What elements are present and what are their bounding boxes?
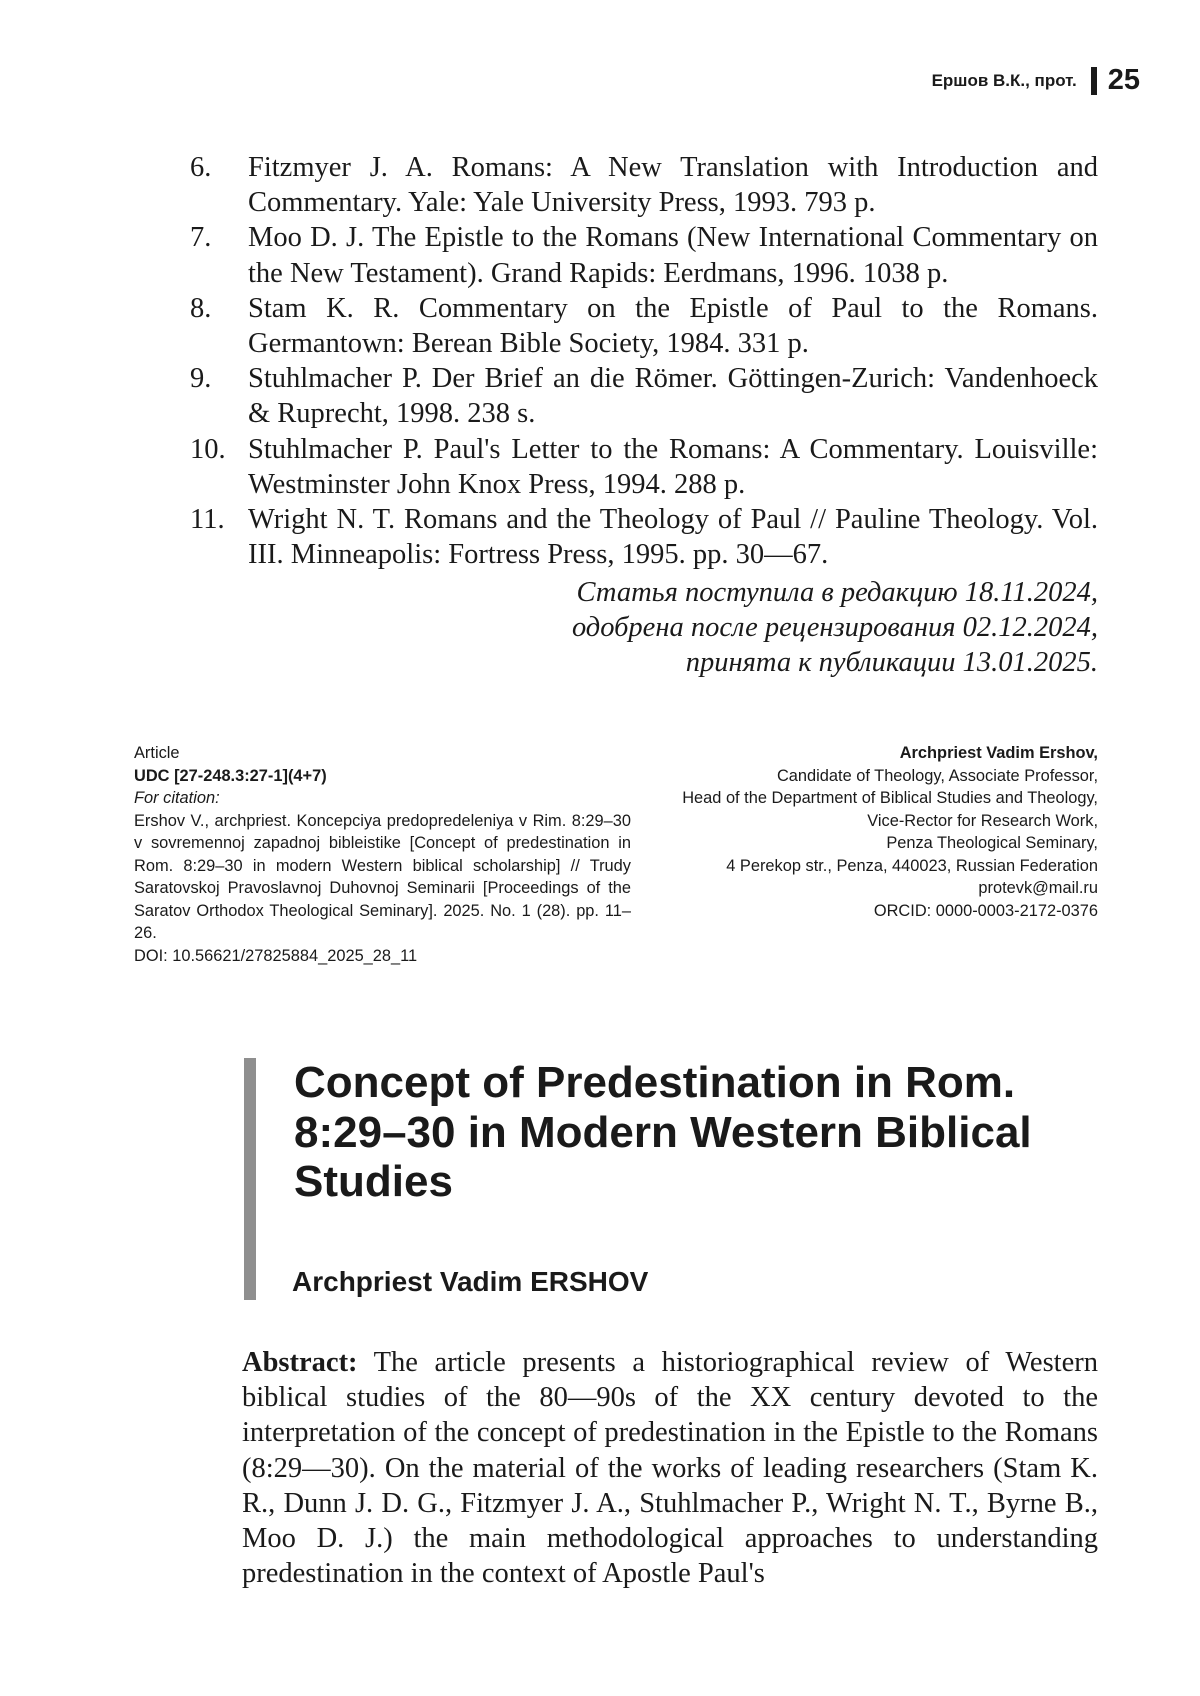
reference-number: 9.	[190, 363, 212, 395]
for-citation-label: For citation:	[134, 789, 220, 807]
author-institution: Penza Theological Seminary,	[886, 834, 1098, 852]
article-meta	[134, 742, 631, 967]
citation-text: Ershov V., archpriest. Koncepciya predopredeleniya v Rim. 8:29–30 v sovremennoj zapadnoj bibleistike [Concept of predestination in Rom. 8:29–30 in modern Western biblical scholarship] // Trudy Saratovskoj Pravoslavnoj Duhovnoj Seminarii [Proceedings of the Saratov Orthodox Theological Seminary]. 2025. No. 1 (28). pp. 11–26.	[134, 811, 631, 942]
reference-number: 7.	[190, 222, 212, 254]
reference-text: Fitzmyer J. A. Romans: A New Translation with Introduction and Commentary. Yale: Yale University Press, 1993. 793 p.	[248, 152, 1098, 219]
author-info-name: Archpriest Vadim Ershov,	[899, 744, 1098, 762]
udc-code: UDC [27-248.3:27-1](4+7)	[134, 766, 327, 785]
author-address: 4 Perekop str., Penza, 440023, Russian Federation	[726, 856, 1098, 875]
author-role: Vice-Rector for Research Work,	[867, 811, 1098, 830]
reference-text: Stuhlmacher P. Der Brief an die Römer. Göttingen-Zurich: Vandenhoeck & Ruprecht, 1998. 238 s.	[248, 363, 1098, 430]
title-block	[244, 1058, 1116, 1300]
abstract-text: The article presents a historiographical review of Western biblical studies of the 80—90s of the XX century devoted to the interpretation of the concept of predestination in the Epistle to the Romans (8:29—30). On the material of the works of leading researchers (Stam K. R., Dunn J. D. G., Fitzmyer J. A., Stuhlmacher P., Wright N. T., Byrne B., Moo D. J.) the main methodological approaches to understanding predestination in the context of Apostle Paul's	[242, 1347, 1098, 1590]
reference-item	[190, 432, 1098, 502]
reference-item	[190, 150, 1098, 220]
received-date: Статья поступила в редакцию 18.11.2024,	[576, 577, 1098, 608]
reference-item	[190, 291, 1098, 361]
reference-item	[190, 502, 1098, 572]
abstract	[242, 1345, 1098, 1591]
author-info	[628, 742, 1098, 922]
reference-text: Stam K. R. Commentary on the Epistle of Paul to the Romans. Germantown: Berean Bible Society, 1984. 331 p.	[248, 292, 1098, 360]
reference-item	[190, 220, 1098, 290]
article-type: Article	[134, 744, 180, 762]
reference-number: 6.	[190, 152, 212, 183]
publication-history	[572, 575, 1098, 681]
running-head-author: Ершов В.К., прот.	[931, 70, 1077, 90]
abstract-label: Abstract:	[242, 1347, 358, 1378]
reference-item	[190, 361, 1098, 431]
doi-label: DOI:	[134, 946, 168, 965]
author-email: protevk@mail.ru	[978, 879, 1098, 897]
author-position: Head of the Department of Biblical Studies and Theology,	[682, 789, 1098, 807]
doi-value: 10.56621/27825884_2025_28_11	[172, 946, 418, 965]
doi-line	[134, 945, 631, 968]
author-degree: Candidate of Theology, Associate Professor,	[776, 766, 1098, 785]
running-head-divider	[1091, 67, 1097, 95]
accepted-date: принята к публикации 13.01.2025.	[685, 647, 1098, 679]
reference-number: 10.	[190, 433, 226, 465]
article-author: Archpriest Vadim ERSHOV	[292, 1266, 649, 1297]
approved-date: одобрена после рецензирования 02.12.2024,	[571, 612, 1098, 644]
article-title	[294, 1058, 1134, 1207]
running-head	[932, 64, 1140, 97]
reference-number: 8.	[190, 292, 212, 324]
article-title-line: Concept of Predestination in Rom.	[294, 1058, 1016, 1107]
article-title-line: 8:29–30 in Modern Western Biblical	[294, 1107, 1032, 1157]
reference-text: Wright N. T. Romans and the Theology of Paul // Pauline Theology. Vol. III. Minneapolis: Fortress Press, 1995. pp. 30—67.	[248, 504, 1098, 571]
author-orcid: ORCID: 0000-0003-2172-0376	[873, 901, 1098, 920]
reference-list	[190, 150, 1098, 572]
reference-number: 11.	[190, 504, 225, 536]
reference-text: Moo D. J. The Epistle to the Romans (New International Commentary on the New Testament). Grand Rapids: Eerdmans, 1996. 1038 p.	[248, 222, 1098, 289]
reference-text: Stuhlmacher P. Paul's Letter to the Romans: A Commentary. Louisville: Westminster John Knox Press, 1994. 288 p.	[248, 433, 1098, 500]
page-number: 25	[1107, 64, 1140, 96]
article-title-line: Studies	[294, 1157, 453, 1206]
